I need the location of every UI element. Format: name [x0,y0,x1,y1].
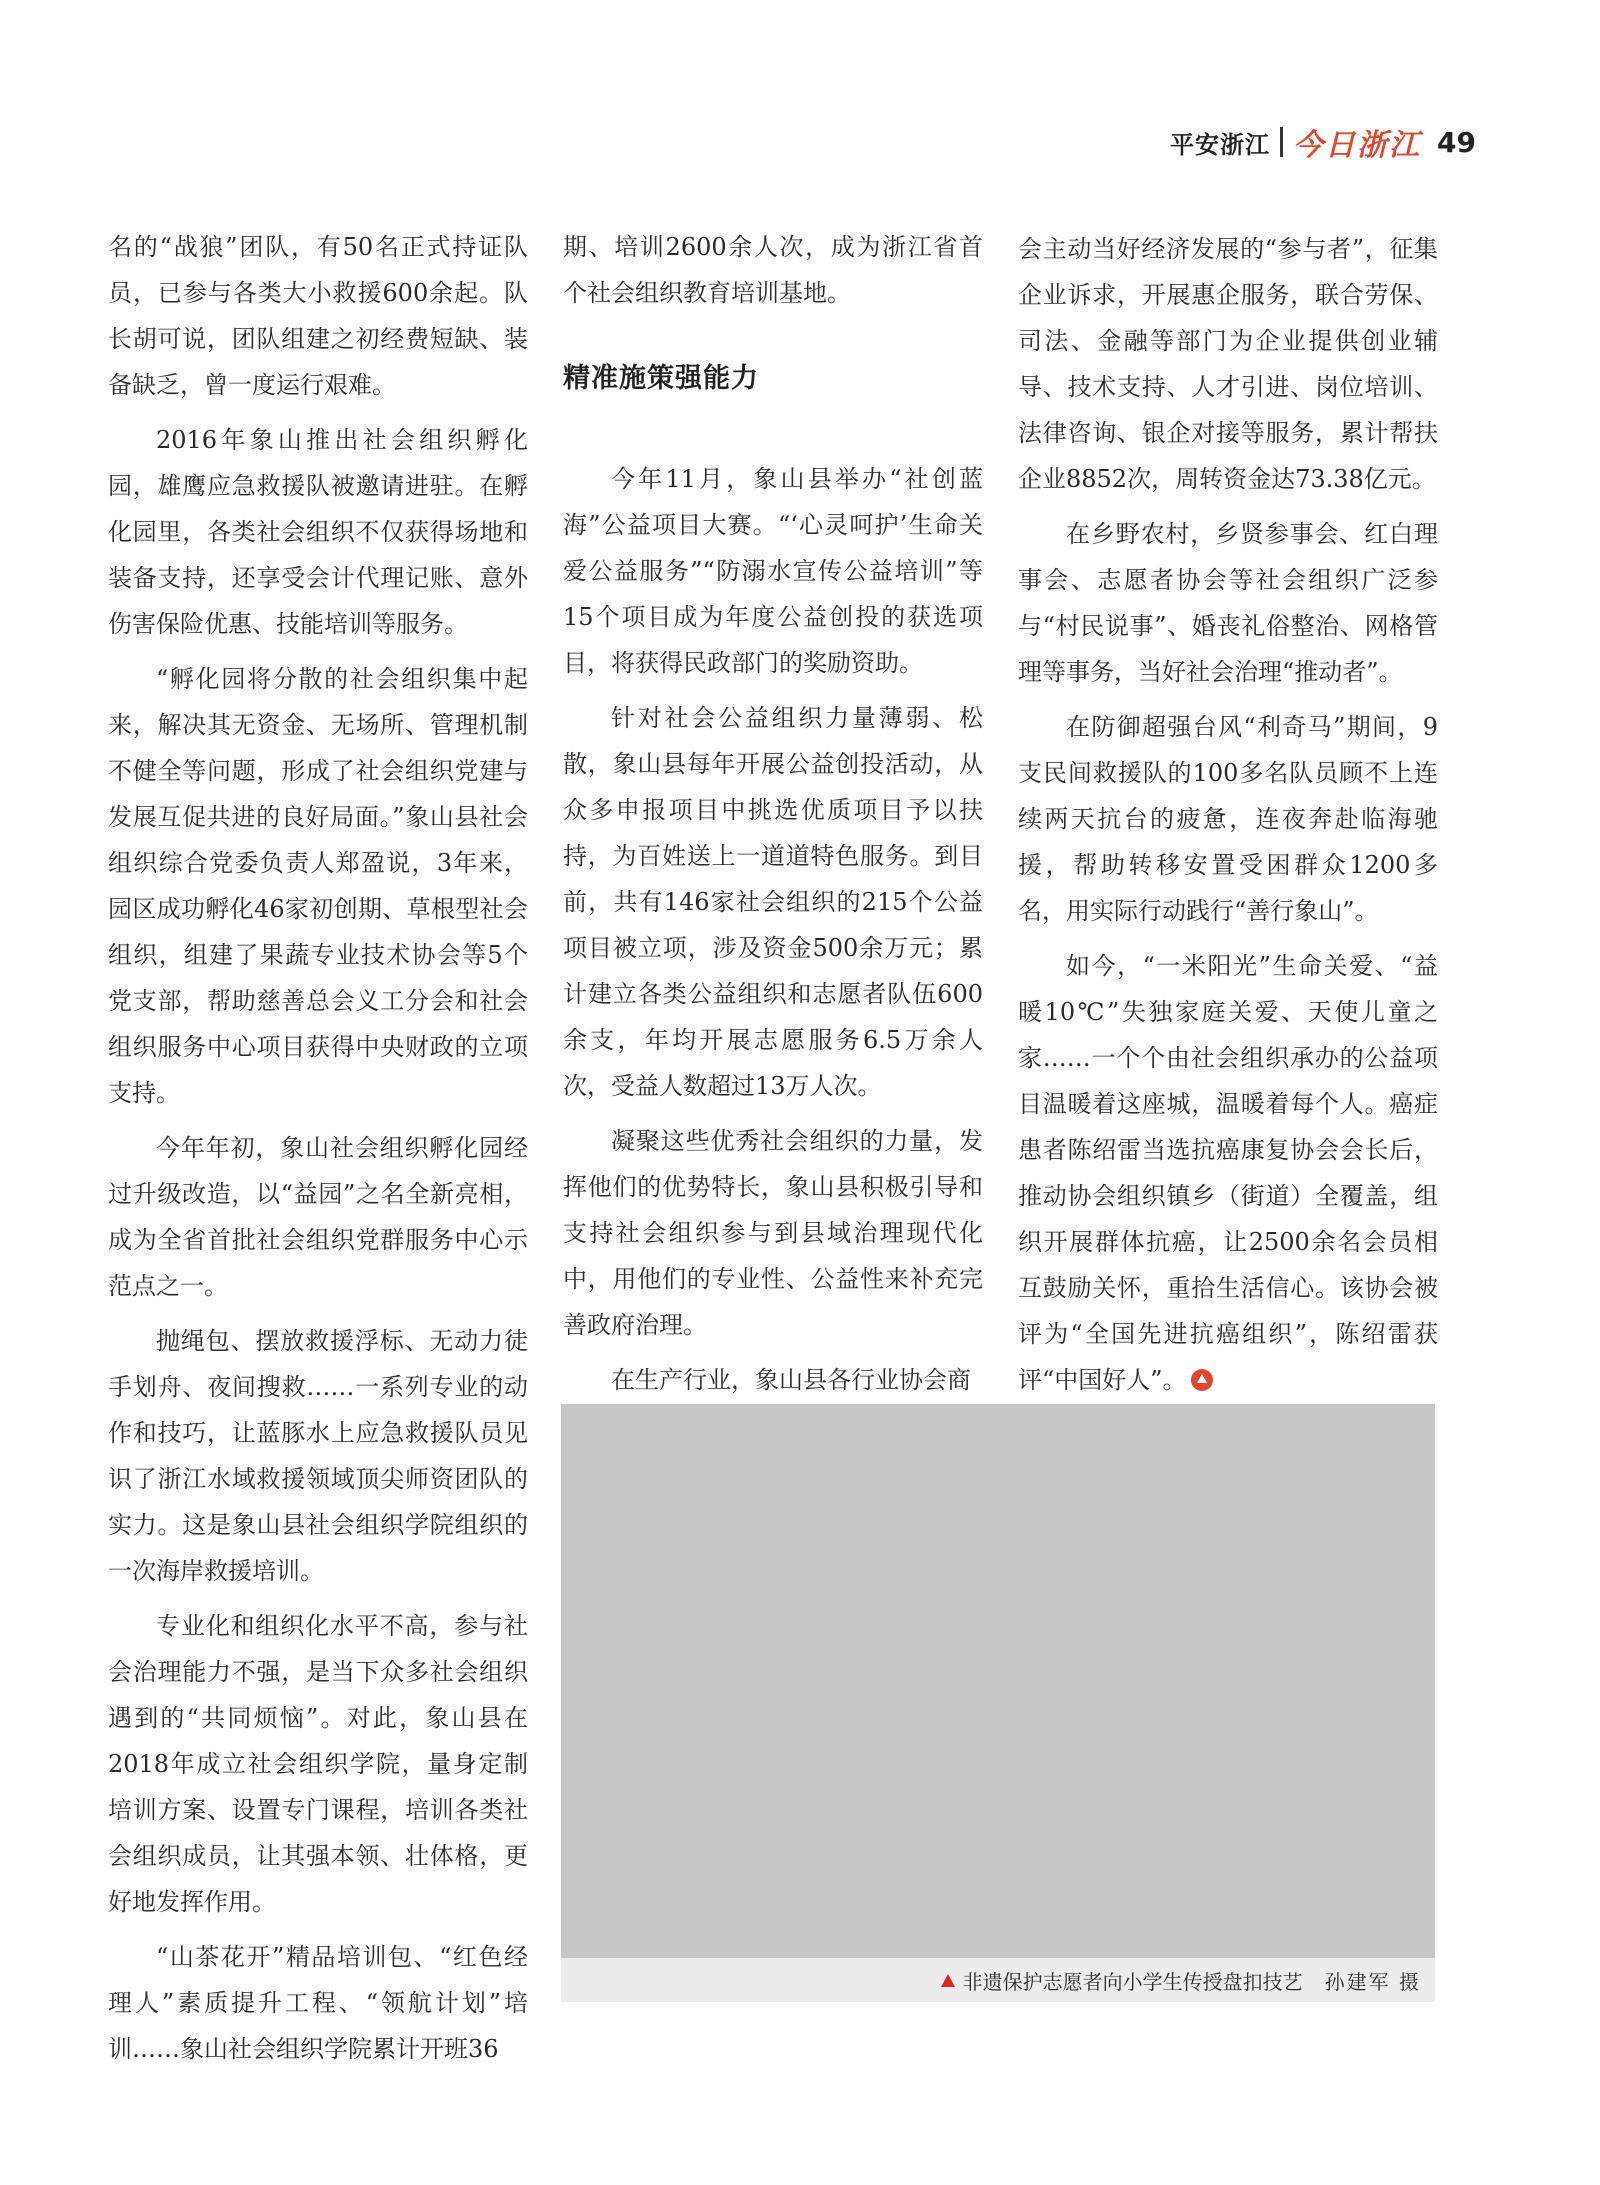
paragraph: 今年年初，象山社会组织孵化园经过升级改造，以“益园”之名全新亮相，成为全省首批社会组织党群服务中心示范点之一。 [108,1134,528,1300]
paragraph: 抛绳包、摆放救援浮标、无动力徒手划舟、夜间搜救……一系列专业的动作和技巧，让蓝豚水上应急救援队员见识了浙江水域救援领域顶尖师资团队的实力。这是象山县社会组织学院组织的一次海岸救援培训。 [108,1327,528,1585]
paragraph: 2016年象山推出社会组织孵化园，雄鹰应急救援队被邀请进驻。在孵化园里，各类社会组织不仅获得场地和装备支持，还享受会计代理记账、意外伤害保险优惠、技能培训等服务。 [108,426,528,638]
paragraph: 会主动当好经济发展的“参与者”，征集企业诉求，开展惠企服务，联合劳保、司法、金融等部门为企业提供创业辅导、技术支持、人才引进、岗位培训、法律咨询、银企对接等服务，累计帮扶企业8852次，周转资金达73.38亿元。 [1018,235,1438,493]
paragraph: 凝聚这些优秀社会组织的力量，发挥他们的优势特长，象山县积极引导和支持社会组织参与到县域治理现代化中，用他们的专业性、公益性来补充完善政府治理。 [563,1127,983,1339]
article-photo [561,1404,1435,1958]
paragraph: 期、培训2600余人次，成为浙江省首个社会组织教育培训基地。 [563,233,983,307]
paragraph: 在乡野农村，乡贤参事会、红白理事会、志愿者协会等社会组织广泛参与“村民说事”、婚丧礼俗整治、网格管理等事务，当好社会治理“推动者”。 [1018,520,1438,686]
section-title: 平安浙江 [1170,130,1271,159]
end-mark-icon [1191,1369,1213,1391]
section-subheading: 精准施策强能力 [563,363,759,394]
column-3 [1018,226,1438,1412]
page-header [1170,122,1476,162]
magazine-logo: 今日浙江 [1293,128,1422,163]
column-1 [108,224,528,2081]
paragraph: 今年11月，象山县举办“社创蓝海”公益项目大赛。“‘心灵呵护’生命关爱公益服务”“防溺水宣传公益培训”等15个项目成为年度公益创投的获选项目，将获得民政部门的奖励资助。 [563,465,983,677]
paragraph-text: 如今，“一米阳光”生命关爱、“益暖10℃”失独家庭关爱、天使儿童之家……一个个由社会组织承办的公益项目温暖着这座城，温暖着每个人。癌症患者陈绍雷当选抗癌康复协会会长后，推动协会组织镇乡（街道）全覆盖，组织开展群体抗癌，让2500余名会员相互鼓励关怀，重拾生活信心。该协会被评为“全国先进抗癌组织”，陈绍雷获评“中国好人”。 [1018,952,1438,1394]
paragraph: 名的“战狼”团队，有50名正式持证队员，已参与各类大小救援600余起。队长胡可说，团队组建之初经费短缺、装备缺乏，曾一度运行艰难。 [108,233,528,399]
caption-text: 非遗保护志愿者向小学生传授盘扣技艺 [962,1969,1303,1994]
photo-credit: 孙建军 摄 [1324,1969,1421,1994]
column-2 [563,224,983,1412]
paragraph: 专业化和组织化水平不高，参与社会治理能力不强，是当下众多社会组织遇到的“共同烦恼”。对此，象山县在2018年成立社会组织学院，量身定制培训方案、设置专门课程，培训各类社会组织成员，让其强本领、壮体格，更好地发挥作用。 [108,1612,528,1916]
paragraph: “孵化园将分散的社会组织集中起来，解决其无资金、无场所、管理机制不健全等问题，形成了社会组织党建与发展互促共进的良好局面。”象山县社会组织综合党委负责人郑盈说，3年来，园区成功孵化46家初创期、草根型社会组织，组建了果蔬专业技术协会等5个党支部，帮助慈善总会义工分会和社会组织服务中心项目获得中央财政的立项支持。 [108,665,528,1107]
paragraph: 在防御超强台风“利奇马”期间，9支民间救援队的100多名队员顾不上连续两天抗台的疲惫，连夜奔赴临海驰援，帮助转移安置受困群众1200多名，用实际行动践行“善行象山”。 [1018,713,1438,925]
paragraph: “山茶花开”精品培训包、“红色经理人”素质提升工程、“领航计划”培训……象山社会组织学院累计开班36 [108,1943,528,2063]
paragraph [1018,943,1438,1403]
triangle-marker-icon [941,1974,955,1987]
header-divider [1280,127,1283,157]
photo-caption [561,1958,1435,2002]
paragraph: 针对社会公益组织力量薄弱、松散，象山县每年开展公益创投活动，从众多申报项目中挑选优质项目予以扶持，为百姓送上一道道特色服务。到目前，共有146家社会组织的215个公益项目被立项，涉及资金500余万元；累计建立各类公益组织和志愿者队伍600余支，年均开展志愿服务6.5万余人次，受益人数超过13万人次。 [563,704,983,1100]
paragraph: 在生产行业，象山县各行业协会商 [611,1366,971,1394]
page-number: 49 [1437,125,1476,159]
